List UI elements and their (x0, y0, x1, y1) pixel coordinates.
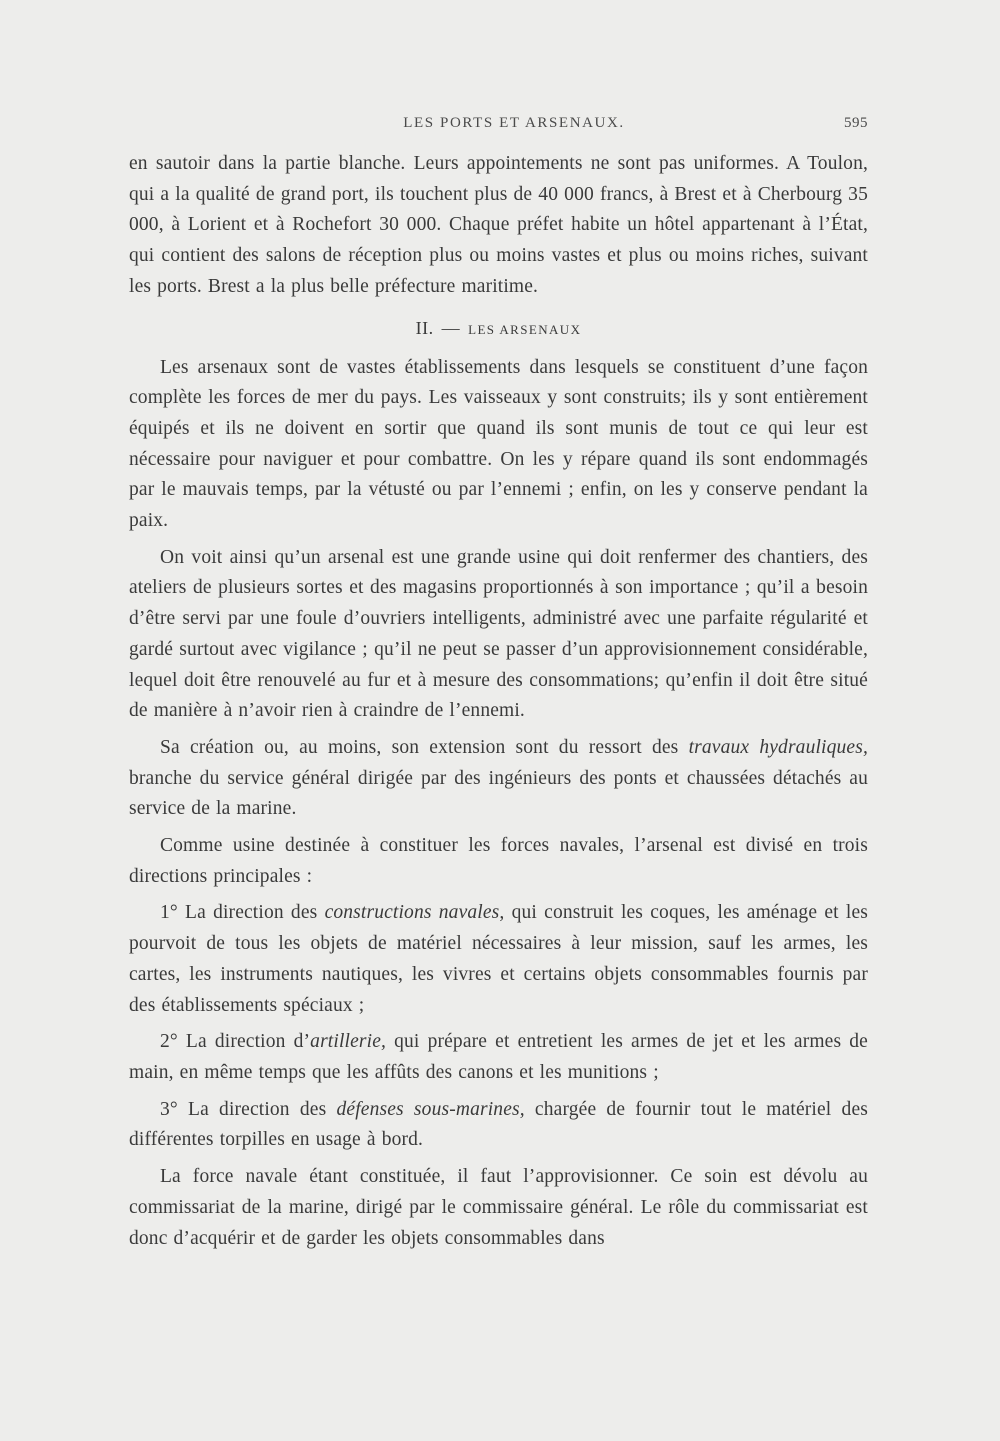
text-segment: 2° La direction d’ (160, 1031, 311, 1053)
paragraph-constructions-navales (129, 898, 868, 1021)
page-number: 595 (844, 115, 868, 131)
paragraph-commissariat: La force navale étant constituée, il faut l’approvisionner. Ce soin est dévolu au commissariat de la marine, dirigé par le commissaire général. Le rôle du commissariat est donc d’acquérir et de garder les objets consommables dans (129, 1166, 868, 1249)
text-segment: qui construit les coques, les aménage et les pourvoit de tous les objets de matériel nécessaires à leur mission, sauf les armes, les cartes, les instruments nautiques, les vivres et certains objets consommables fournis par des établissements spéciaux ; (129, 902, 868, 1016)
page-header (160, 115, 868, 139)
text-segment: qui prépare et entretient les armes de jet et les armes de main, en même temps que les affûts des canons et les munitions ; (129, 1031, 868, 1083)
paragraph-defenses-sous-marines (129, 1095, 868, 1156)
paragraph-travaux-hydrauliques (129, 733, 868, 825)
paragraph-directions-intro: Comme usine destinée à constituer les forces navales, l’arsenal est divisé en trois directions principales : (129, 835, 868, 887)
text-segment: chargée de fournir tout le matériel des différentes torpilles en usage à bord. (129, 1098, 868, 1151)
italic-term: défenses sous-marines, (336, 1098, 525, 1120)
section-dash: — (441, 317, 461, 338)
italic-term: constructions navales, (324, 902, 505, 924)
italic-term: travaux hydrauliques, (688, 736, 868, 758)
paragraph-continuation: en sautoir dans la partie blanche. Leurs appointements ne sont pas uniformes. A Toulon, qui a la qualité de grand port, ils touchent plus de 40 000 francs, à Brest et à Cherbourg 35 000, à Lorient et à Rochefort 30 000. Chaque préfet habite un hôtel appartenant à l’État, qui contient des salons de réception plus ou moins vastes et plus ou moins riches, suivant les ports. Brest a la plus belle préfecture maritime. (129, 153, 868, 297)
body-text (129, 149, 868, 1254)
text-segment: Sa création ou, au moins, son extension sont du ressort des (160, 736, 689, 758)
paragraph-arsenaux-definition: Les arsenaux sont de vastes établissements dans lesquels se constituent d’une façon complète les forces de mer du pays. Les vaisseaux y sont construits; ils y sont entièrement équipés et ils ne doivent en sortir que quand ils sont munis de tout ce qui leur est nécessaire pour naviguer et pour combattre. On les y répare quand ils sont endommagés par le mauvais temps, par la vétusté ou par l’ennemi ; enfin, on les y conserve pendant la paix. (129, 356, 868, 532)
section-heading (129, 313, 868, 343)
paragraph-arsenal-usine: On voit ainsi qu’un arsenal est une grande usine qui doit renfermer des chantiers, des ateliers de plusieurs sortes et des magasins proportionnés à son importance ; qu’il a besoin d’être servi par une foule d’ouvriers intelligents, administré avec une parfaite régularité et gardé surtout avec vigilance ; qu’il ne peut se passer d’un approvisionnement considérable, lequel doit être renouvelé au fur et à mesure des consommations; qu’enfin il doit être situé de manière à n’avoir rien à craindre de l’ennemi. (129, 546, 868, 722)
text-segment: branche du service général dirigée par des ingénieurs des ponts et chaussées détachés au service de la marine. (129, 767, 868, 820)
paragraph-artillerie (129, 1027, 868, 1088)
section-title: LES ARSENAUX (468, 321, 582, 337)
italic-term: artillerie, (310, 1031, 387, 1053)
text-segment: 3° La direction des (160, 1098, 337, 1120)
text-segment: 1° La direction des (160, 902, 325, 924)
section-numeral: II. (415, 317, 434, 338)
running-title: LES PORTS ET ARSENAUX. (403, 115, 625, 131)
